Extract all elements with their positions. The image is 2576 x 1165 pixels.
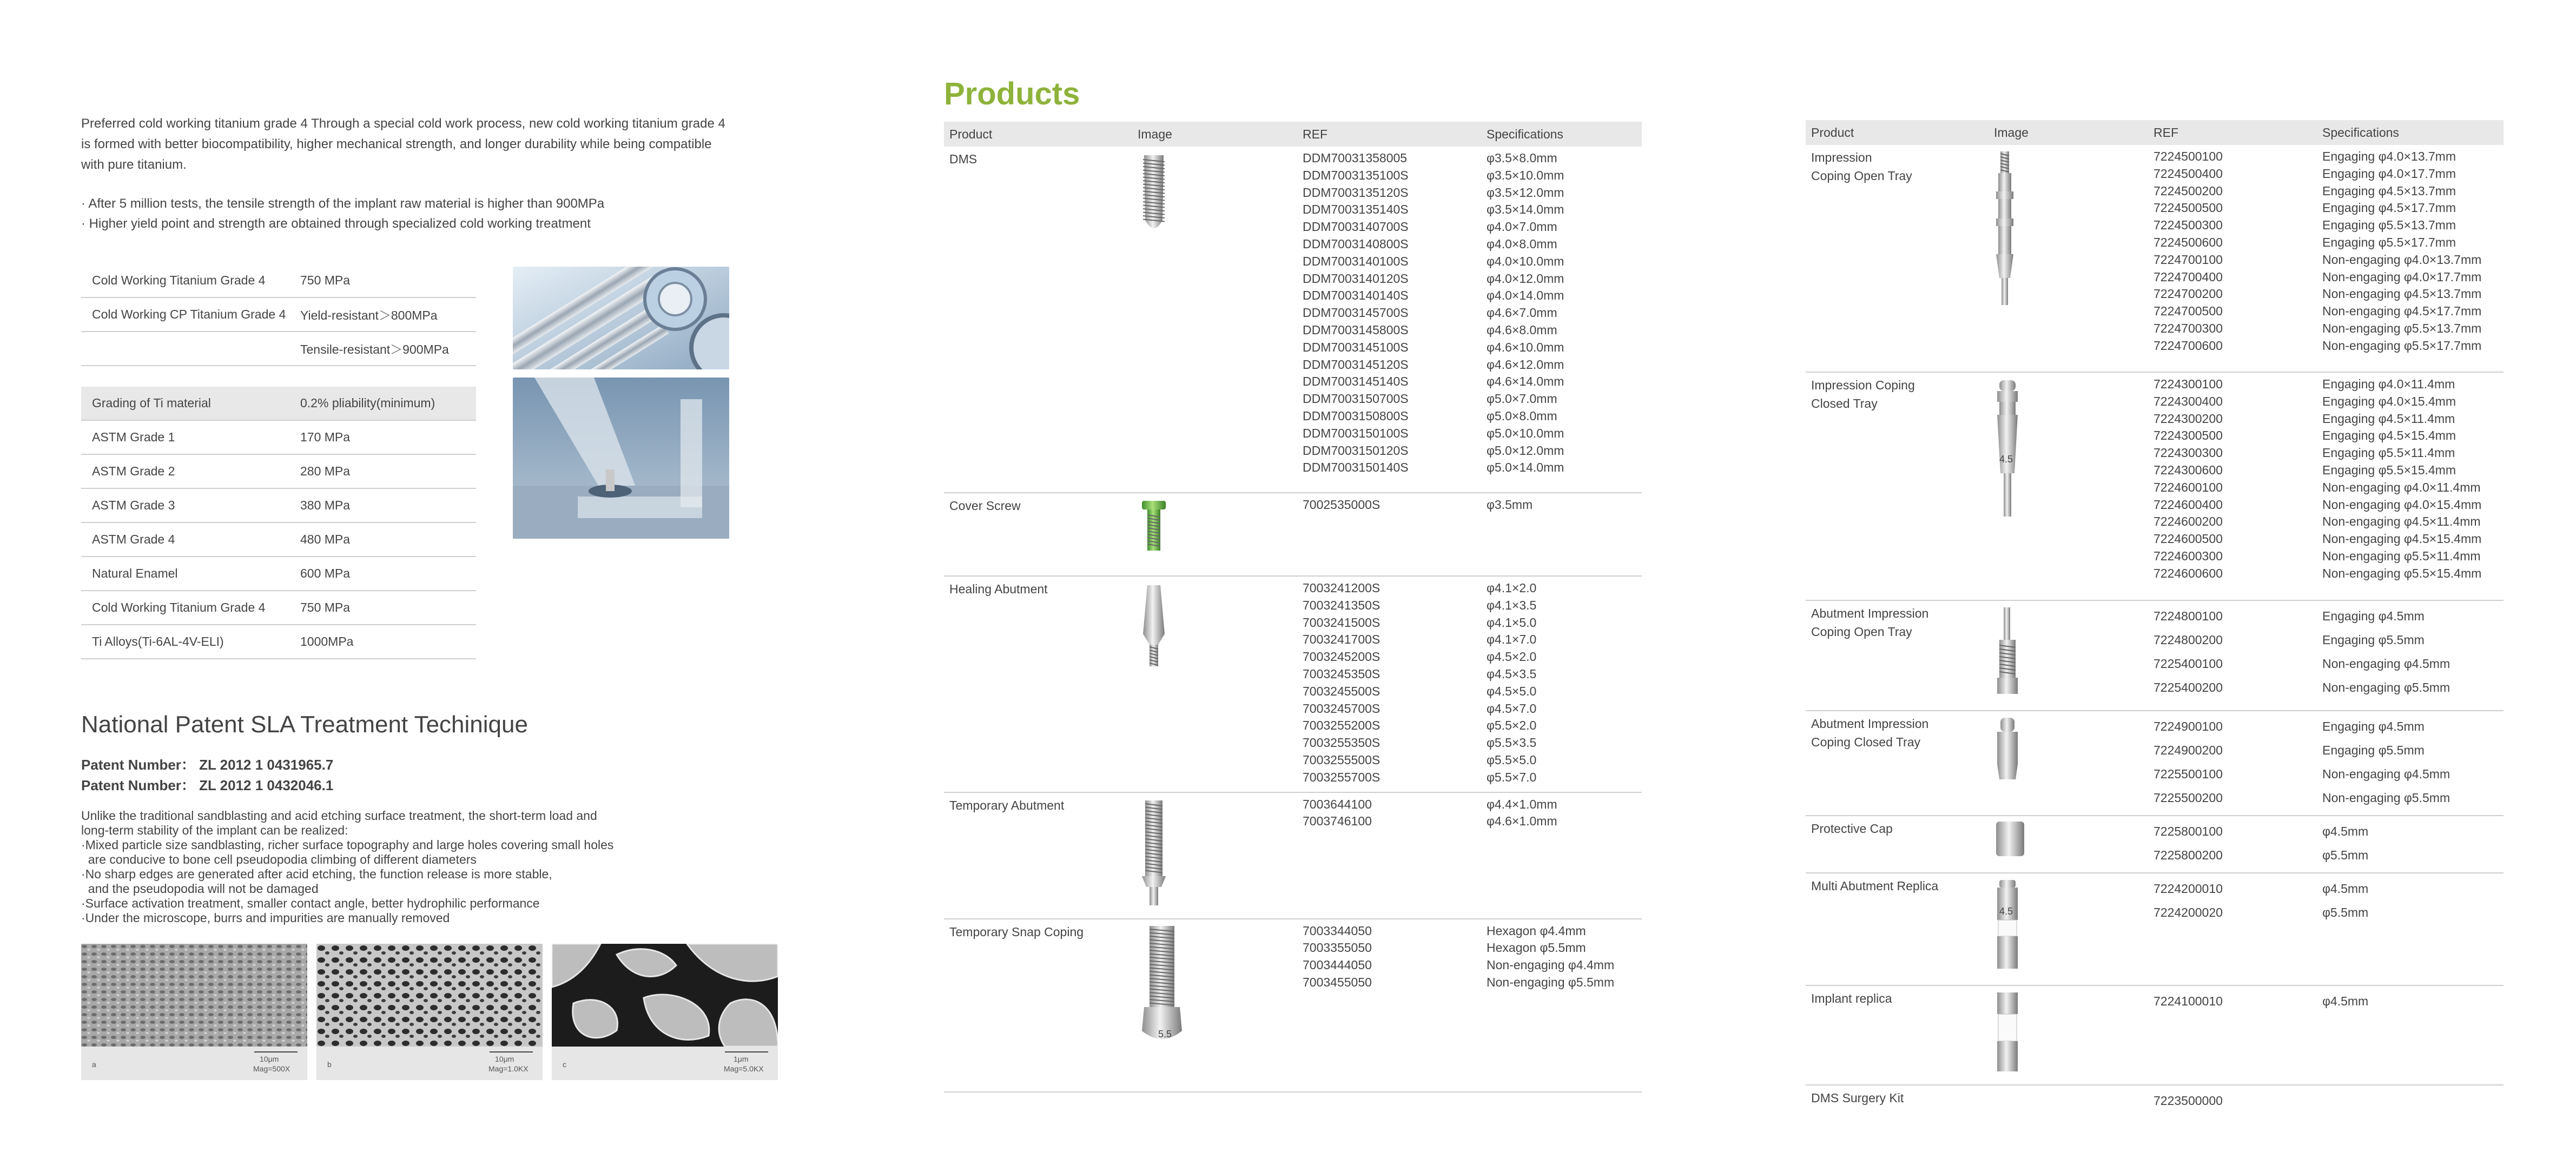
- ref-code: 7003245200S: [1303, 650, 1381, 664]
- ref-code: DDM7003140800S: [1303, 236, 1409, 251]
- ref-code: 7002535000S: [1303, 498, 1381, 512]
- ref-code: DDM7003145140S: [1303, 374, 1409, 389]
- ref-code: 7003444050: [1303, 958, 1372, 972]
- spec-value: Non-engaging φ4.5×17.7mm: [2322, 304, 2482, 319]
- ref-code: DDM70031358005: [1303, 151, 1408, 165]
- ref-code: 7224600100: [2154, 480, 2223, 494]
- spec-value: Non-engaging φ4.0×13.7mm: [2322, 252, 2482, 267]
- spec-value: φ5.5mm: [2322, 848, 2369, 862]
- spec-value: Engaging φ5.5mm: [2322, 633, 2425, 647]
- product-row: [1806, 145, 2504, 372]
- ref-code: DDM7003150100S: [1303, 426, 1409, 440]
- spec-value: φ4.4×1.0mm: [1487, 797, 1557, 811]
- sem-letter: b: [327, 1060, 332, 1069]
- ref-list: [1297, 147, 1481, 493]
- intro-bullets: [81, 194, 784, 234]
- spec-value: φ4.1×7.0: [1487, 632, 1537, 647]
- temporary-abutment-icon: [1132, 792, 1297, 919]
- ref-code: 7224500100: [2154, 149, 2223, 163]
- closed-tray-coping-icon: [1989, 372, 2148, 600]
- ref-code: 7224300600: [2154, 462, 2223, 477]
- table-row: Cold Working CP Titanium Grade 4 Yield-resistant＞800MPa: [81, 297, 476, 332]
- spec-value: Non-engaging φ5.5×11.4mm: [2322, 548, 2481, 563]
- ref-code: 7003255350S: [1303, 736, 1381, 750]
- spec-value: φ4.0×14.0mm: [1487, 288, 1564, 303]
- ref-code: 7224100010: [2154, 994, 2223, 1008]
- product-name: Impression Coping Open Tray: [1806, 145, 1989, 372]
- product-row: [1806, 1085, 2504, 1118]
- ref-code: 7003241500S: [1303, 615, 1381, 630]
- ref-list: [2148, 711, 2317, 816]
- sem-image-c: [552, 944, 778, 1080]
- product-name: Impression Coping Closed Tray: [1806, 372, 1989, 600]
- spec-value: φ4.6×1.0mm: [1487, 814, 1557, 829]
- ref-list: [1297, 576, 1481, 792]
- spec-value: φ3.5mm: [1487, 498, 1533, 512]
- healing-abutment-icon: [1132, 576, 1297, 792]
- ref-code: DDM7003140100S: [1303, 254, 1409, 268]
- ref-code: 7003255700S: [1303, 770, 1381, 784]
- ref-code: 7003241200S: [1303, 581, 1381, 595]
- ref-code: 7003255200S: [1303, 718, 1381, 733]
- spec-list: [2317, 1085, 2504, 1118]
- table-row: ASTM Grade 4 480 MPa: [81, 522, 476, 557]
- ref-code: 7224500500: [2154, 201, 2223, 215]
- spec-value: Engaging φ5.5×15.4mm: [2322, 462, 2456, 477]
- ref-code: DDM7003150700S: [1303, 392, 1409, 406]
- ref-code: 7225500100: [2154, 767, 2223, 781]
- ref-code: 7225800100: [2154, 824, 2223, 838]
- spec-value: φ5.5×2.0: [1487, 718, 1537, 733]
- spec-value: φ5.5×3.5: [1487, 736, 1537, 750]
- ref-code: 7224900100: [2154, 719, 2223, 733]
- sem-magnification: Mag=5.0KX: [724, 1064, 764, 1073]
- product-name: Temporary Snap Coping: [944, 919, 1132, 1092]
- spec-value: φ3.5×12.0mm: [1487, 185, 1564, 200]
- products-table-left: [944, 122, 1642, 1093]
- sem-scale: 10μm: [260, 1055, 279, 1063]
- svg-text:4.5: 4.5: [1999, 906, 2013, 917]
- product-row: [1806, 873, 2504, 985]
- product-row: [1806, 985, 2504, 1085]
- spec-list: [1481, 792, 1642, 919]
- spec-value: Engaging φ5.5mm: [2322, 743, 2425, 757]
- spec-value: φ5.5×5.0: [1487, 752, 1537, 767]
- ref-code: 7224500400: [2154, 166, 2223, 181]
- ref-list: [1297, 792, 1481, 919]
- spec-value: Hexagon φ4.4mm: [1487, 923, 1586, 938]
- spec-value: φ4.6×10.0mm: [1487, 340, 1564, 354]
- table-header: Product Image REF Specifications: [1806, 120, 2504, 145]
- multi-abutment-replica-icon: [1989, 873, 2148, 985]
- spec-value: φ4.5mm: [2322, 882, 2369, 896]
- ref-list: [2148, 985, 2317, 1085]
- spec-list: [1481, 147, 1642, 493]
- sem-magnification: Mag=1.0KX: [488, 1064, 529, 1073]
- product-name: DMS Surgery Kit: [1811, 1091, 1904, 1105]
- spec-list: [2317, 600, 2504, 711]
- spec-value: φ4.6×8.0mm: [1487, 322, 1557, 337]
- spec-value: φ4.5×3.5: [1487, 666, 1537, 681]
- product-row: [944, 147, 1642, 493]
- abutment-open-tray-icon: [1989, 600, 2148, 711]
- patent-number: Patent Number： ZL 2012 1 0431965.7: [81, 757, 334, 773]
- spec-value: Engaging φ4.5×15.4mm: [2322, 428, 2456, 443]
- product-row: [1806, 711, 2504, 816]
- ref-code: 7224600500: [2154, 532, 2223, 546]
- ref-code: DDM7003140700S: [1303, 220, 1409, 234]
- spec-value: φ5.0×7.0mm: [1487, 392, 1557, 406]
- intro-paragraph: Preferred cold working titanium grade 4 Through a special cold work process, new cold working titanium grade 4 is formed with better biocompatibility, higher mechanical strength, and longer durability while being compatible with pure titanium.: [81, 116, 725, 172]
- ref-code: 7003344050: [1303, 923, 1372, 938]
- spec-value: Non-engaging φ5.5mm: [2322, 680, 2450, 694]
- ref-code: 7003355050: [1303, 941, 1372, 955]
- machining-photo: [513, 378, 729, 539]
- titanium-rods-photo: [513, 267, 729, 369]
- ref-code: 7224300400: [2154, 394, 2223, 408]
- spec-value: φ4.5mm: [2322, 824, 2369, 838]
- grading-table: [81, 387, 476, 659]
- ref-code: 7224200020: [2154, 905, 2223, 919]
- spec-list: [2317, 372, 2504, 600]
- spec-value: φ3.5×8.0mm: [1487, 151, 1557, 165]
- ref-code: 7224300200: [2154, 411, 2223, 426]
- product-row: [944, 919, 1642, 1092]
- cover-screw-icon: [1132, 493, 1297, 576]
- snap-coping-icon: [1132, 919, 1297, 1092]
- table-row: Cold Working Titanium Grade 4 750 MPa: [81, 591, 476, 625]
- spec-value: Non-engaging φ5.5mm: [1487, 975, 1615, 989]
- sem-image-b: [316, 944, 543, 1080]
- spec-value: Non-engaging φ5.5×15.4mm: [2322, 566, 2482, 580]
- spec-value: φ5.5mm: [2322, 905, 2369, 919]
- spec-value: Engaging φ4.0×11.4mm: [2322, 377, 2455, 391]
- ref-code: 7224500200: [2154, 183, 2223, 198]
- ref-code: DDM7003140140S: [1303, 288, 1409, 303]
- ref-code: 7224700400: [2154, 269, 2223, 284]
- ref-list: [2148, 145, 2317, 372]
- sla-title: National Patent SLA Treatment Techinique: [81, 711, 528, 738]
- spec-value: φ4.0×7.0mm: [1487, 220, 1557, 234]
- ref-code: 7224700100: [2154, 252, 2223, 267]
- ref-code: 7224900200: [2154, 743, 2223, 757]
- product-name: Abutment Impression Coping Open Tray: [1806, 600, 1989, 711]
- spec-list: [2317, 873, 2504, 985]
- ref-list: [2148, 372, 2317, 600]
- ref-code: DDM7003145700S: [1303, 306, 1409, 320]
- implant-replica-icon: [1989, 985, 2148, 1085]
- ref-list: [2148, 600, 2317, 711]
- ref-code: 7224700600: [2154, 338, 2223, 353]
- spec-value: Engaging φ4.0×15.4mm: [2322, 394, 2456, 408]
- product-name: DMS: [944, 147, 1132, 493]
- spec-list: [2317, 711, 2504, 816]
- ref-list: [2148, 873, 2317, 985]
- ref-code: 7224700500: [2154, 304, 2223, 319]
- sem-magnification: Mag=500X: [253, 1064, 290, 1073]
- spec-value: Non-engaging φ5.5×17.7mm: [2322, 338, 2482, 353]
- intro-bullet: · Higher yield point and strength are obtained through specialized cold working treatment: [81, 216, 591, 231]
- ref-code: DDM7003135140S: [1303, 202, 1409, 217]
- spec-value: φ4.0×8.0mm: [1487, 236, 1557, 251]
- table-row: Tensile-resistant＞900MPa: [81, 332, 476, 366]
- ref-code: DDM7003135120S: [1303, 185, 1409, 200]
- spec-value: φ4.5×7.0: [1487, 701, 1537, 716]
- spec-value: φ5.0×8.0mm: [1487, 408, 1557, 423]
- products-title: Products: [944, 76, 1080, 111]
- ref-code: 7003455050: [1303, 975, 1372, 989]
- ref-list: [2148, 816, 2317, 873]
- spec-value: Non-engaging φ5.5mm: [2322, 791, 2450, 805]
- sem-letter: c: [563, 1060, 566, 1069]
- spec-value: φ4.6×7.0mm: [1487, 306, 1557, 320]
- ref-code: 7225500200: [2154, 791, 2223, 805]
- spec-value: φ5.0×12.0mm: [1487, 443, 1564, 458]
- spec-value: φ3.5×10.0mm: [1487, 168, 1564, 182]
- ref-code: 7224600300: [2154, 548, 2223, 563]
- spec-list: [1481, 576, 1642, 792]
- spec-value: Engaging φ4.5mm: [2322, 719, 2425, 733]
- patent-number: Patent Number： ZL 2012 1 0432046.1: [81, 777, 334, 793]
- ref-code: 7224800100: [2154, 609, 2223, 623]
- ref-code: 7003644100: [1303, 797, 1372, 811]
- product-row: [1806, 600, 2504, 711]
- ref-code: 7003241350S: [1303, 598, 1381, 612]
- spec-value: φ4.0×10.0mm: [1487, 254, 1564, 268]
- spec-list: [2317, 985, 2504, 1085]
- ref-code: 7003245500S: [1303, 684, 1381, 698]
- ref-code: 7224600600: [2154, 566, 2223, 580]
- implant-fixture-icon: [1132, 147, 1297, 493]
- ref-code: 7224300500: [2154, 428, 2223, 443]
- product-image: [1989, 1085, 2148, 1118]
- spec-value: Engaging φ4.5mm: [2322, 609, 2425, 623]
- spec-value: Engaging φ4.5×13.7mm: [2322, 183, 2456, 198]
- ref-code: DDM7003135100S: [1303, 168, 1409, 182]
- spec-value: Hexagon φ5.5mm: [1487, 941, 1586, 955]
- table-header: Grading of Ti material 0.2% pliability(minimum): [81, 387, 476, 420]
- spec-value: Non-engaging φ5.5×13.7mm: [2322, 321, 2482, 335]
- spec-value: φ4.5×2.0: [1487, 650, 1537, 664]
- ref-code: DDM7003150140S: [1303, 460, 1409, 475]
- sem-letter: a: [92, 1060, 96, 1069]
- open-tray-coping-icon: [1989, 145, 2148, 372]
- ref-code: 7225800200: [2154, 848, 2223, 862]
- table-row: ASTM Grade 1 170 MPa: [81, 420, 476, 454]
- spec-value: φ4.1×2.0: [1487, 581, 1537, 595]
- ref-code: 7224700200: [2154, 287, 2223, 301]
- ref-code: 7223500000: [2154, 1094, 2223, 1108]
- product-name: Temporary Abutment: [944, 792, 1132, 919]
- protective-cap-icon: [1989, 816, 2148, 873]
- ref-code: 7224700300: [2154, 321, 2223, 335]
- ref-code: 7003241700S: [1303, 632, 1381, 647]
- product-name: Protective Cap: [1806, 816, 1989, 873]
- ref-code: 7224200010: [2154, 882, 2223, 896]
- spec-list: [1481, 493, 1642, 576]
- ref-code: 7003245350S: [1303, 666, 1381, 681]
- spec-value: Non-engaging φ4.0×11.4mm: [2322, 480, 2481, 494]
- ref-code: DDM7003145120S: [1303, 357, 1409, 372]
- spec-value: φ4.1×3.5: [1487, 598, 1537, 612]
- sla-description: Unlike the traditional sandblasting and acid etching surface treatment, the short-term load and long-term stability of the implant can be realized: ·Mixed particle size sandblasting, richer surface topography and large holes covering small holes are conducive to bone cell pseudopodia climbing of different diameters ·No sharp edges are generated after acid etching, the function release is more stable, and the pseudopodia will not be damaged ·Surface activation treatment, smaller contact angle, better hydrophilic performance ·Under the microscope, burrs and impurities are manually removed: [81, 809, 614, 925]
- svg-text:4.5: 4.5: [1999, 454, 2013, 465]
- product-row: [1806, 372, 2504, 600]
- ref-code: 7003746100: [1303, 814, 1372, 829]
- ref-code: 7225400200: [2154, 680, 2223, 694]
- ref-code: 7224800200: [2154, 633, 2223, 647]
- ref-code: DDM7003145800S: [1303, 322, 1409, 337]
- spec-value: Non-engaging φ4.5×11.4mm: [2322, 514, 2481, 529]
- spec-list: [2317, 816, 2504, 873]
- abutment-closed-tray-icon: [1989, 711, 2148, 816]
- spec-value: φ4.5mm: [2322, 994, 2369, 1008]
- ref-code: 7003255500S: [1303, 752, 1381, 767]
- table-row: Ti Alloys(Ti-6AL-4V-ELI) 1000MPa: [81, 625, 476, 659]
- ref-list: [2148, 1085, 2317, 1118]
- ref-code: 7225400100: [2154, 657, 2223, 671]
- spec-value: φ3.5×14.0mm: [1487, 202, 1564, 217]
- spec-value: Engaging φ5.5×11.4mm: [2322, 446, 2455, 460]
- spec-value: Engaging φ4.0×13.7mm: [2322, 149, 2456, 163]
- ref-code: 7224500300: [2154, 218, 2223, 233]
- spec-list: [2317, 145, 2504, 372]
- sem-scale: 10μm: [495, 1055, 514, 1063]
- products-table-right: [1806, 120, 2504, 1118]
- spec-value: Non-engaging φ4.5mm: [2322, 657, 2450, 671]
- spec-value: Non-engaging φ4.0×17.7mm: [2322, 269, 2482, 284]
- product-row: [944, 493, 1642, 576]
- product-name: Abutment Impression Coping Closed Tray: [1806, 711, 1989, 816]
- product-name: Cover Screw: [944, 493, 1132, 576]
- ref-code: 7224600400: [2154, 497, 2223, 512]
- spec-value: φ4.5×5.0: [1487, 684, 1537, 698]
- product-name: Healing Abutment: [944, 576, 1132, 792]
- ref-code: 7224300100: [2154, 377, 2223, 391]
- spec-value: φ5.5×7.0: [1487, 770, 1537, 784]
- spec-value: Non-engaging φ4.0×15.4mm: [2322, 497, 2482, 512]
- spec-value: Engaging φ5.5×17.7mm: [2322, 235, 2456, 249]
- spec-value: Engaging φ4.5×17.7mm: [2322, 201, 2456, 215]
- intro-bullet: · After 5 million tests, the tensile strength of the implant raw material is higher than 900MPa: [81, 196, 605, 211]
- sem-scale: 1μm: [734, 1055, 749, 1063]
- spec-value: Non-engaging φ4.5mm: [2322, 767, 2450, 781]
- sem-image-a: [81, 944, 307, 1080]
- spec-value: φ4.6×14.0mm: [1487, 374, 1564, 389]
- product-row: [944, 792, 1642, 919]
- ref-code: 7224500600: [2154, 235, 2223, 249]
- product-name: Implant replica: [1806, 985, 1989, 1085]
- table-row: ASTM Grade 3 380 MPa: [81, 488, 476, 522]
- spec-value: φ4.1×5.0: [1487, 615, 1537, 630]
- spec-value: Engaging φ4.5×11.4mm: [2322, 411, 2455, 426]
- ref-list: [1297, 493, 1481, 576]
- ref-code: 7003245700S: [1303, 701, 1381, 716]
- svg-text:5.5: 5.5: [1158, 1028, 1172, 1040]
- spec-value: φ4.0×12.0mm: [1487, 271, 1564, 286]
- table-header: Product Image REF Specifications: [944, 122, 1642, 147]
- ref-code: DDM7003140120S: [1303, 271, 1409, 286]
- ref-code: 7224300300: [2154, 446, 2223, 460]
- table-row: ASTM Grade 2 280 MPa: [81, 454, 476, 488]
- patent-numbers: [81, 754, 333, 796]
- spec-value: Non-engaging φ4.4mm: [1487, 958, 1615, 972]
- spec-value: φ5.0×10.0mm: [1487, 426, 1564, 440]
- ref-code: DDM7003150800S: [1303, 408, 1409, 423]
- product-row: [944, 576, 1642, 792]
- ref-code: DDM7003145100S: [1303, 340, 1409, 354]
- spec-value: Non-engaging φ4.5×15.4mm: [2322, 532, 2482, 546]
- ref-code: DDM7003150120S: [1303, 443, 1409, 458]
- spec-value: Engaging φ4.0×17.7mm: [2322, 166, 2456, 181]
- spec-list: [1481, 919, 1642, 1092]
- ref-code: 7224600200: [2154, 514, 2223, 529]
- strength-table: [81, 264, 476, 366]
- spec-value: φ5.0×14.0mm: [1487, 460, 1564, 475]
- table-row: Cold Working Titanium Grade 4 750 MPa: [81, 264, 476, 297]
- spec-value: Engaging φ5.5×13.7mm: [2322, 218, 2456, 233]
- table-row: Natural Enamel 600 MPa: [81, 557, 476, 591]
- product-name: Multi Abutment Replica: [1806, 873, 1989, 985]
- ref-list: [1297, 919, 1481, 1092]
- product-row: [1806, 816, 2504, 873]
- spec-value: Non-engaging φ4.5×13.7mm: [2322, 287, 2482, 301]
- spec-value: φ4.6×12.0mm: [1487, 357, 1564, 372]
